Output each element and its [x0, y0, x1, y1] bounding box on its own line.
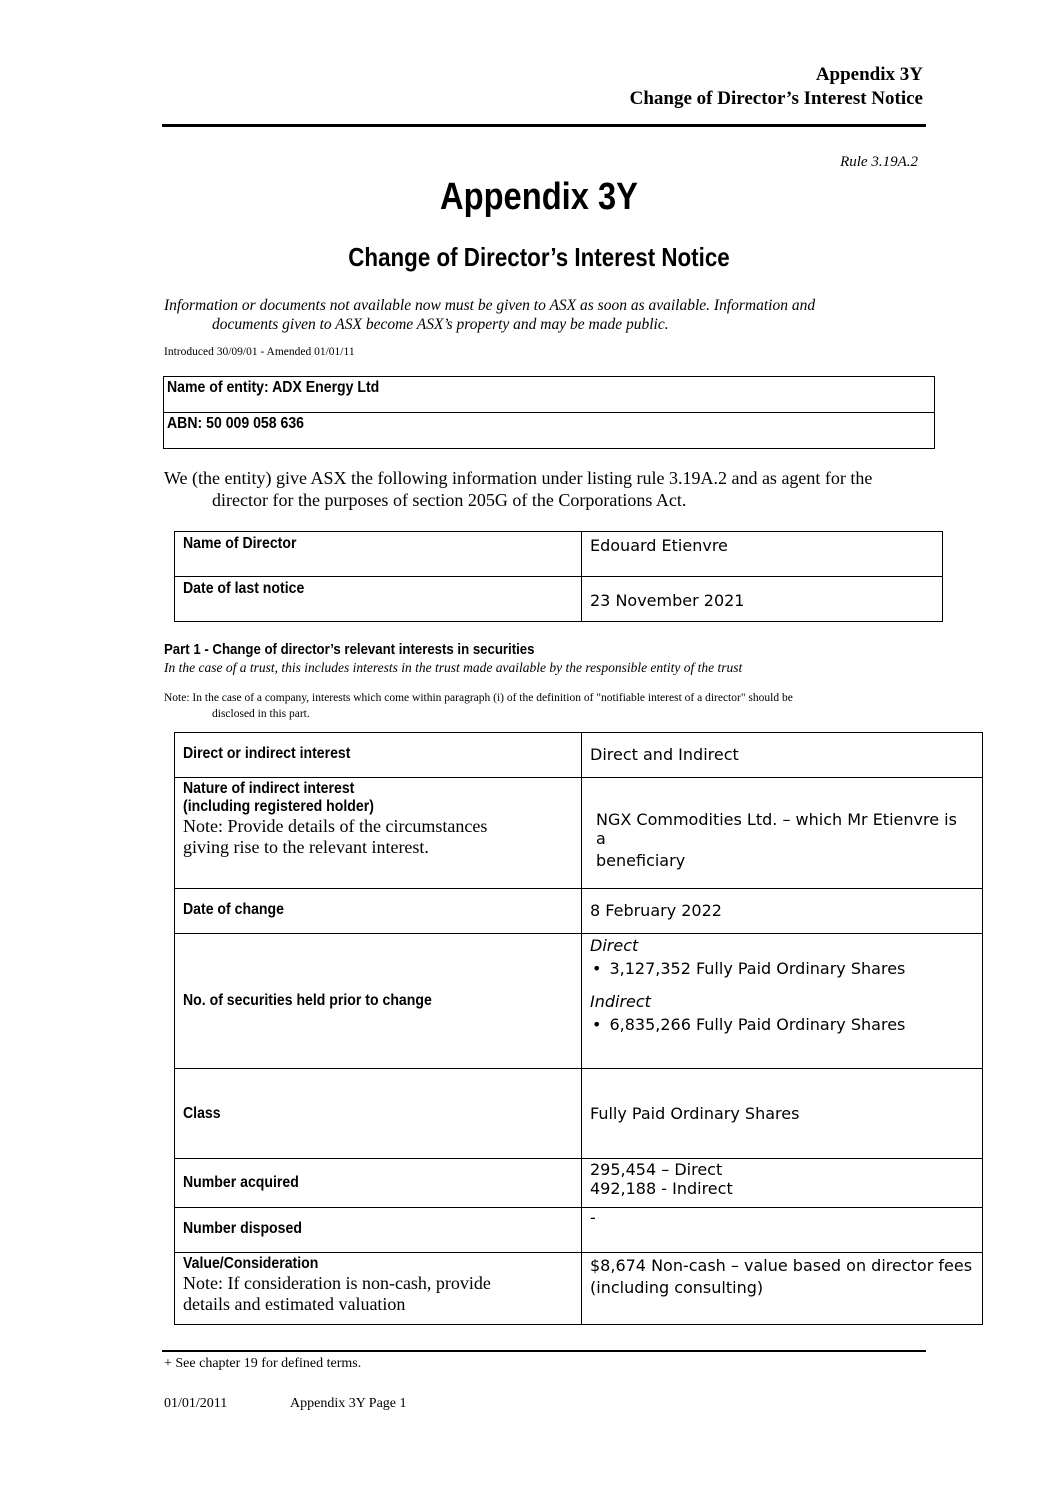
nature-value-2: beneficiary — [596, 851, 686, 870]
table-row — [175, 1208, 983, 1253]
rule-reference: Rule 3.19A.2 — [840, 154, 918, 170]
header-rule — [162, 124, 926, 127]
page-title: Appendix 3Y — [440, 176, 638, 218]
value-value-1: $8,674 Non-cash – value based on director fees — [590, 1256, 973, 1275]
part1-title: Part 1 - Change of director’s relevant interests in securities — [164, 641, 535, 658]
director-name-label-cell — [175, 532, 582, 577]
running-header-title: Appendix 3Y — [815, 64, 923, 85]
nature-label-1: Nature of indirect interest — [183, 780, 355, 797]
last-notice-label: Date of last notice — [183, 580, 305, 597]
last-notice-label-cell — [175, 577, 582, 622]
direct-indirect-label: Direct or indirect interest — [183, 745, 351, 762]
table-row — [175, 733, 983, 778]
acquired-value-cell — [582, 1159, 983, 1208]
prior-direct-item: • 3,127,352 Fully Paid Ordinary Shares — [592, 959, 974, 978]
running-header-subtitle: Change of Director’s Interest Notice — [629, 88, 923, 109]
last-notice-value-cell — [582, 577, 943, 622]
abn-cell — [164, 413, 935, 449]
acquired-label: Number acquired — [183, 1174, 299, 1191]
date-change-value: 8 February 2022 — [590, 901, 722, 920]
statement-line-2: director for the purposes of section 205G of the Corporations Act. — [212, 490, 687, 510]
table-row — [175, 1159, 983, 1208]
value-note-1: Note: If consideration is non-cash, provide — [183, 1273, 491, 1293]
disposed-value: - — [590, 1208, 596, 1227]
direct-indirect-label-cell — [175, 733, 582, 778]
prior-holdings-label-cell — [175, 934, 582, 1069]
part1-note-line-1: Note: In the case of a company, interests which come within paragraph (i) of the definition of "notifiable interest of a director" should be — [164, 692, 793, 704]
table-row — [175, 934, 983, 1069]
acquired-value-2: 492,188 - Indirect — [590, 1179, 733, 1198]
abn-value: 50 009 058 636 — [206, 415, 304, 432]
table-row — [175, 778, 983, 889]
part1-title-wrap — [164, 641, 585, 659]
class-label-cell — [175, 1069, 582, 1159]
entity-name-value: ADX Energy Ltd — [272, 379, 380, 396]
date-change-value-cell — [582, 889, 983, 934]
page-subtitle: Change of Director’s Interest Notice — [348, 242, 730, 272]
director-table — [174, 531, 943, 622]
last-notice-value: 23 November 2021 — [590, 591, 745, 610]
part1-subtitle: In the case of a trust, this includes interests in the trust made available by the responsible entity of the trust — [164, 660, 743, 675]
value-label: Value/Consideration — [183, 1255, 319, 1272]
value-value-2: (including consulting) — [590, 1278, 764, 1297]
date-change-label: Date of change — [183, 901, 284, 918]
entity-name-line — [167, 379, 379, 397]
footer-page: Appendix 3Y Page 1 — [290, 1396, 407, 1411]
prior-holdings-value-cell — [582, 934, 983, 1069]
direct-indirect-value-cell — [582, 733, 983, 778]
intro-line-2: documents given to ASX become ASX’s property and may be made public. — [212, 316, 669, 333]
statement-line-1: We (the entity) give ASX the following information under listing rule 3.19A.2 and as agent for the — [164, 468, 873, 488]
defined-terms-note: + See chapter 19 for defined terms. — [164, 1356, 362, 1371]
footer-date: 01/01/2011 — [164, 1396, 228, 1411]
nature-value-cell — [582, 778, 983, 889]
nature-note-1: Note: Provide details of the circumstances — [183, 816, 488, 836]
entity-name-label: Name of entity: — [167, 379, 269, 396]
disposed-label-cell — [175, 1208, 582, 1253]
prior-indirect-heading: Indirect — [590, 992, 651, 1011]
abn-line — [167, 415, 304, 433]
value-value-cell — [582, 1253, 983, 1325]
director-name-label: Name of Director — [183, 535, 297, 552]
table-row — [175, 1253, 983, 1325]
disposed-value-cell — [582, 1208, 983, 1253]
prior-indirect-item: • 6,835,266 Fully Paid Ordinary Shares — [592, 1015, 974, 1034]
value-note-2: details and estimated valuation — [183, 1294, 406, 1314]
footer-rule — [162, 1350, 926, 1352]
nature-note-2: giving rise to the relevant interest. — [183, 837, 429, 857]
introduced-amended: Introduced 30/09/01 - Amended 01/01/11 — [164, 346, 355, 358]
acquired-value-1: 295,454 – Direct — [590, 1160, 723, 1179]
interest-table — [174, 732, 983, 1325]
class-label: Class — [183, 1104, 221, 1122]
class-value: Fully Paid Ordinary Shares — [590, 1103, 800, 1123]
date-change-label-cell — [175, 889, 582, 934]
table-row — [175, 889, 983, 934]
acquired-label-cell — [175, 1159, 582, 1208]
entity-table — [163, 376, 935, 449]
intro-line-1: Information or documents not available now must be given to ASX as soon as available. Information and — [164, 297, 816, 314]
direct-indirect-value: Direct and Indirect — [590, 745, 739, 764]
nature-value-1: NGX Commodities Ltd. – which Mr Etienvre is a — [596, 810, 957, 848]
director-name-value-cell — [582, 532, 943, 577]
value-label-cell — [175, 1253, 582, 1325]
prior-direct-heading: Direct — [590, 936, 639, 955]
abn-label: ABN: — [167, 415, 203, 432]
prior-holdings-label: No. of securities held prior to change — [183, 992, 432, 1009]
part1-note-line-2: disclosed in this part. — [212, 708, 310, 720]
table-row — [175, 1069, 983, 1159]
director-name-value: Edouard Etienvre — [590, 536, 728, 555]
entity-name-cell — [164, 377, 935, 413]
nature-label-2: (including registered holder) — [183, 798, 374, 815]
nature-label-cell — [175, 778, 582, 889]
disposed-label: Number disposed — [183, 1220, 302, 1237]
class-value-cell — [582, 1069, 983, 1159]
